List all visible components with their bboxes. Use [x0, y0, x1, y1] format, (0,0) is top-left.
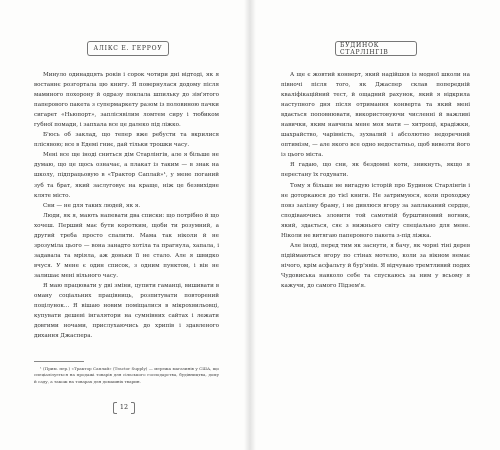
running-header-author-text: АЛІКС Е. ГЕРРОУ [93, 45, 163, 52]
left-page-body [34, 70, 219, 341]
paragraph: Люди, як я, мають напевати два списки: що потрібно й що хочеш. Перший має бути коротким, щоби ти розумний, а другий треба просто спалити. Мама так ніколи й не зрозуміла цього — вона занадто хотіла та прагнула, хапала, і задавала та мріяла, аж доньки її не стало. Але я швидко вчуся. У мене є один список, з одним пунктом, і він не залишає мені вільного часу. [34, 212, 219, 279]
paragraph: А ще є жовтий конверт, який надійшов із модної школи на півночі після того, як Джаспер склав попередній кваліфікаційний тест, й ощадний рахунок, який я відкрила наступного дня після отримання конверта та який мені вдається поповнювати, використовуючи численні й важливі навички, яким навчила мене моя мати — хитрощі, крадіжки, шахрайство, чарівність, зухвалий і абсолютно недоречний оптимізм, — але якого все одно недостатньо, щоб вивезти його із цього міста. [281, 72, 470, 159]
right-page [250, 0, 500, 450]
paragraph: Я маю працювати у дві зміни, цупити гаманці, вишивати в оману соціальних працівниць, розпитувати повторений поцілунок... Я вішаю новим поміщалися в мікрохвильовці, купувати дешеві інгалятори на сумнівних сайтах і лежати довгими ночами, прислухаючись до хрипів і здавленого дихання Джаспера. [34, 282, 219, 340]
footnote-text: ¹ (Прим. пер.) «Трактор Саплай» (Tractor Supply) — мережа магазинів у США, що спеціалізується на продажі товарів для сільського господарства, будівництва, дому й саду, а також на товарах для домашніх тварин. [34, 366, 219, 384]
page-number-text: 12 [119, 403, 129, 411]
page-number [113, 402, 135, 412]
paragraph: Я гадаю, що сни, як бездомні коти, зникнуть, якщо я перестану їх годувати. [281, 162, 470, 179]
paragraph: Але іноді, перед тим як заснути, я бачу, як чорні тіні дерев підіймаються вгору по стінах мотелю, коли за вікном немає нічого, крім асфальту й бур'янів. Я відчуваю тремтливий подих Чудовиська навколо себе та спускаюсь за ним у всьому я кажучи, до самого Підзем'я. [281, 242, 470, 289]
book-gutter-shadow [244, 0, 256, 450]
running-header-title [340, 41, 412, 56]
paragraph: Мені все ще іноді сниться дім Старлінгів, але я більше не думаю, що це щось означає, а плакат із таким — в знак на школу, підпрацьовую в «Трактор Саплай»¹, у мене поганий зуб та брат, який заслуговує на краще, ніж це безвихідне кляте місто. [34, 152, 219, 199]
footnote [34, 366, 219, 385]
paragraph: Б'юсь об заклад, що тепер вже ребусти та вкрилися плісявою; все в Едемі гниє, дай тільки трошки часу. [34, 132, 219, 149]
running-header-author [92, 41, 164, 56]
paragraph: Минуло одинадцять років і сорок чотири дні відтоді, як я востаннє розгортала цю книгу. Я повернулася додому після маминого похорону й одразу поклала шпильку до зім'ятого паперового пакета з супермаркету разом із половиною пачки сигарет «Ньюпорт», заплісявілим ломтем сиру і тюбиком губної помади, і запхала все це далеко під ліжко. [34, 72, 219, 129]
footnote-divider [34, 361, 84, 362]
right-page-body [281, 70, 470, 291]
paragraph: Сни — не для таких людей, як я. [43, 202, 141, 209]
paragraph: Тому я більше не вигадую історій про Будинок Старлінгів і не доторкаюся до тієї книги. Не затримуюся, коли проходжу повз залізну браму, і не дивлюся вгору за заплаканий сердце, сподіваючись зловити той самотній бурштиновий вогник, який, здається, сяє з нижнього світу спеціально для мене. Ніколи не витягаю паперового пакета з-під ліжка. [281, 182, 470, 239]
running-header-title-text: БУДИНОК СТАРЛІНГІВ [340, 41, 389, 56]
